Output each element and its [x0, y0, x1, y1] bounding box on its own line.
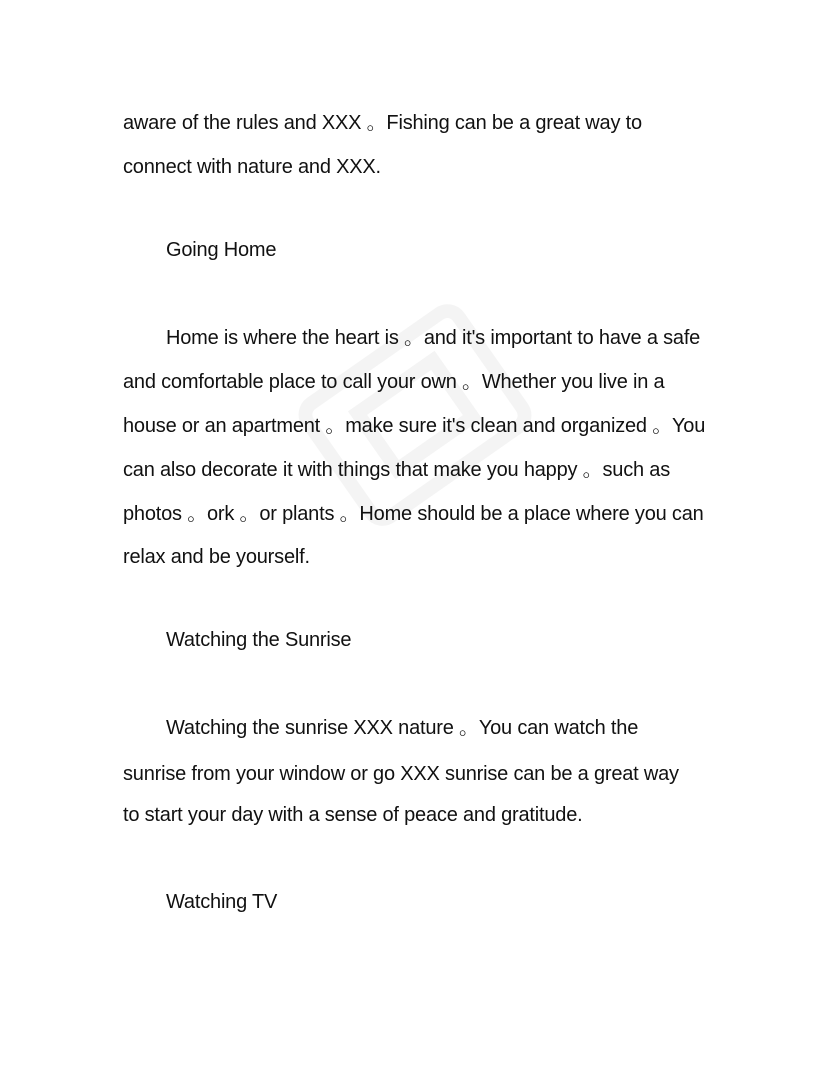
- section-heading: Going Home: [166, 239, 277, 261]
- paragraph-line: Home is where the heart is 。and it's important to have a safe: [166, 327, 701, 349]
- paragraph-line: photos 。ork 。or plants 。Home should be a place where you can: [123, 503, 704, 525]
- paragraph-line: to start your day with a sense of peace and gratitude.: [123, 804, 583, 826]
- paragraph-line: house or an apartment 。make sure it's clean and organized 。You: [123, 415, 706, 437]
- paragraph-line: aware of the rules and XXX 。Fishing can be a great way to: [123, 112, 642, 134]
- section-heading: Watching TV: [166, 891, 278, 913]
- paragraph-line: relax and be yourself.: [123, 546, 310, 568]
- paragraph-line: Watching the sunrise XXX nature 。You can watch the: [166, 717, 639, 739]
- paragraph-line: can also decorate it with things that make you happy 。such as: [123, 459, 670, 481]
- section-heading: Watching the Sunrise: [166, 629, 352, 651]
- paragraph-line: connect with nature and XXX.: [123, 156, 381, 178]
- paragraph-line: and comfortable place to call your own 。Whether you live in a: [123, 371, 665, 393]
- paragraph-line: sunrise from your window or go XXX sunrise can be a great way: [123, 763, 679, 785]
